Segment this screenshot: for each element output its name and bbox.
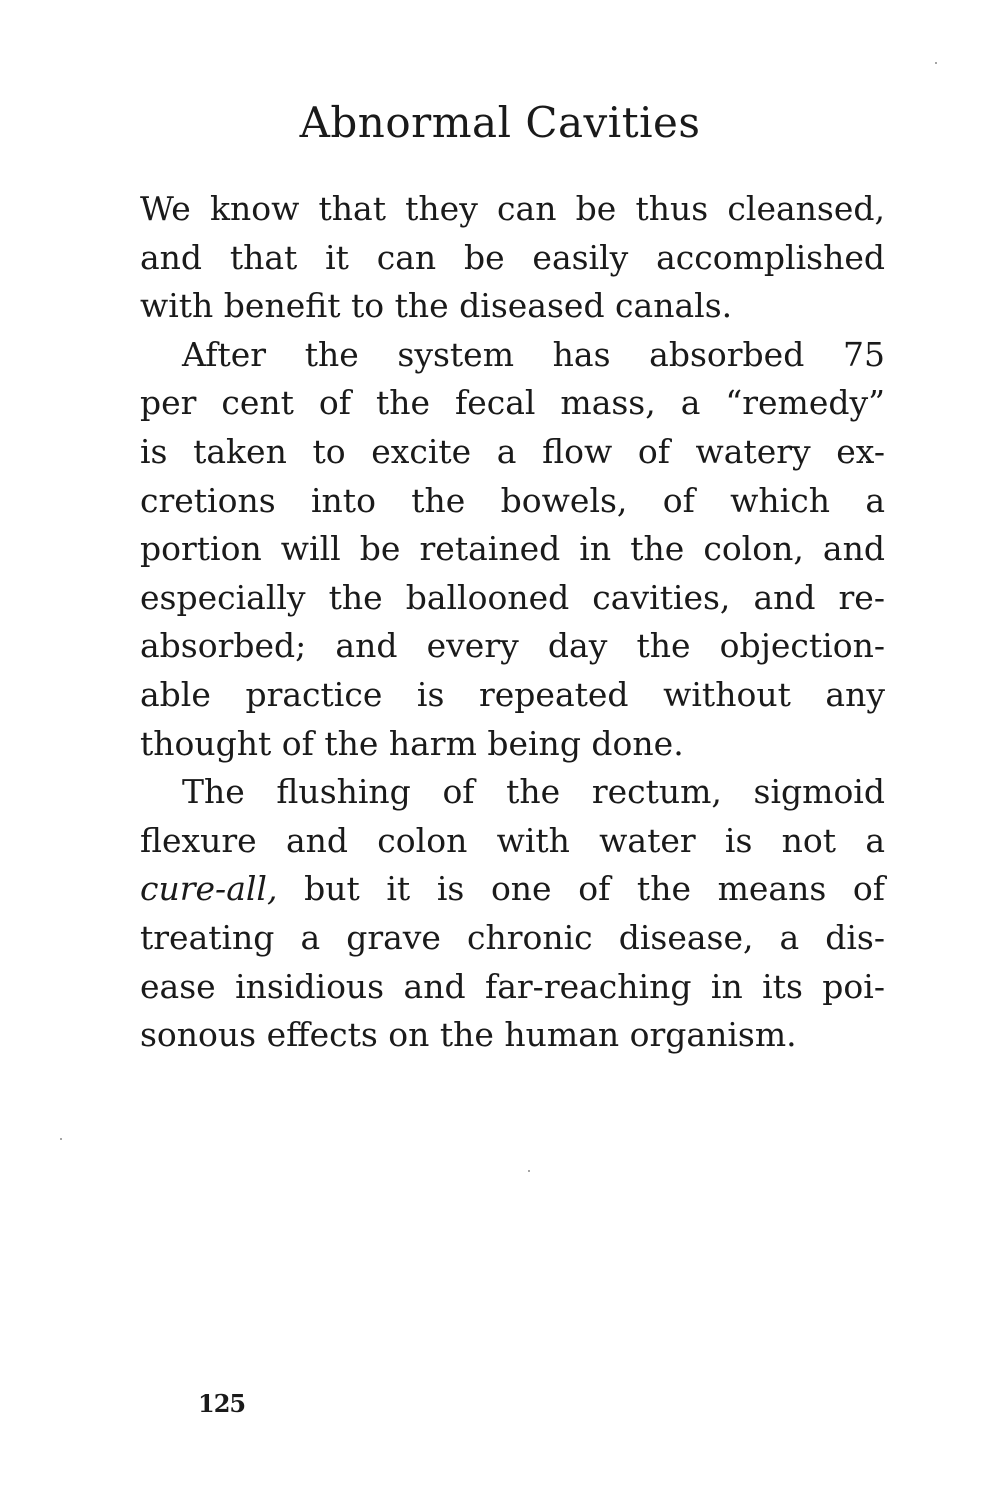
text-line-remainder: but it is one of the means of: [304, 869, 885, 909]
italic-phrase: cure-all,: [140, 869, 278, 909]
text-line: sonous effects on the human organism.: [140, 1015, 797, 1055]
text-line: especially the ballooned cavities, and re-: [140, 577, 885, 617]
text-line: We know that they can be thus cleansed,: [140, 189, 885, 228]
text-line: The flushing of the rectum, sigmoid: [182, 772, 885, 812]
text-line: After the system has absorbed 75: [182, 334, 885, 374]
scan-speck: [60, 1138, 62, 1140]
scan-speck: [935, 62, 937, 64]
text-line: flexure and colon with water is not a: [140, 820, 885, 860]
text-line: absorbed; and every day the objection-: [140, 626, 885, 666]
text-line: able practice is repeated without any: [140, 674, 885, 714]
paragraph-1: [140, 185, 885, 331]
text-line: portion will be retained in the colon, and: [140, 529, 885, 569]
text-line: with benefit to the diseased canals.: [140, 286, 733, 326]
text-line: cretions into the bowels, of which a: [140, 480, 885, 520]
text-line-with-italic: [140, 865, 885, 914]
scan-speck: [528, 1170, 530, 1172]
running-head: Abnormal Cavities: [299, 98, 701, 147]
text-line: ease insidious and far-reaching in its poi-: [140, 966, 885, 1006]
text-line: and that it can be easily accomplished: [140, 237, 885, 277]
paragraph-3: [140, 768, 885, 1060]
text-line: is taken to excite a flow of watery ex-: [140, 431, 885, 471]
paragraph-2: [140, 331, 885, 768]
text-line: thought of the harm being done.: [140, 723, 684, 763]
text-line: per cent of the fecal mass, a “remedy”: [140, 383, 885, 423]
text-line: treating a grave chronic disease, a dis-: [140, 917, 885, 957]
page-number: 125: [198, 1389, 246, 1418]
body-text: [140, 185, 885, 1060]
